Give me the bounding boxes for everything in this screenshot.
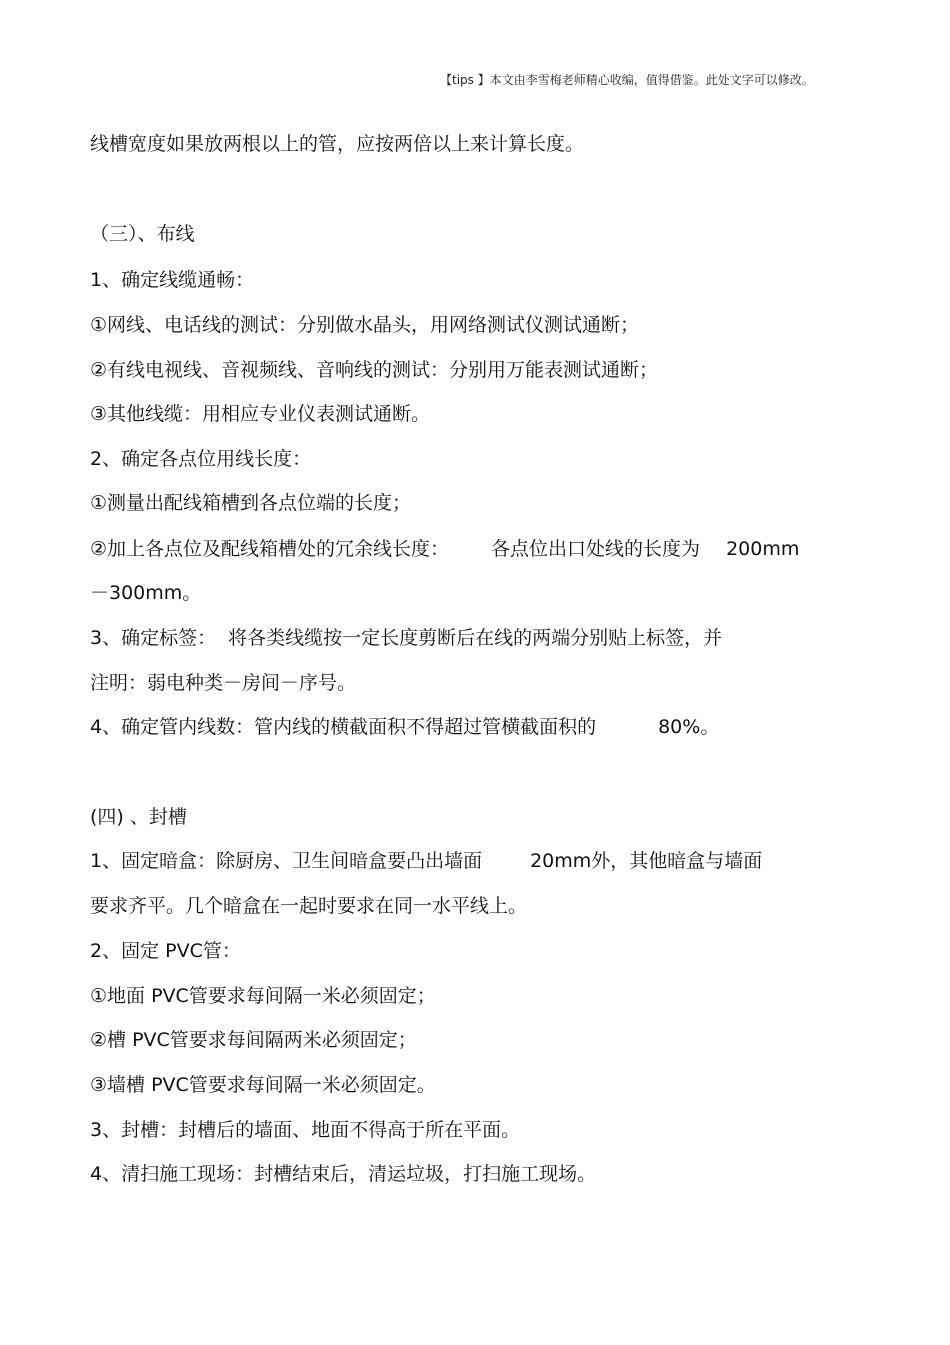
s4-item2-c: ③墙槽 PVC管要求每间隔一米必须固定。	[90, 1074, 436, 1096]
s3-item2-b-part2: 各点位出口处线的长度为	[491, 538, 701, 560]
section3-heading: （三）、布线	[90, 223, 195, 245]
s3-item2-b-part1: ②加上各点位及配线箱槽处的冗余线长度：	[90, 538, 450, 560]
s4-item2-b: ②槽 PVC管要求每间隔两米必须固定；	[90, 1029, 417, 1051]
s3-item1-a: ①网线、电话线的测试：分别做水晶头，用网络测试仪测试通断；	[90, 314, 640, 336]
s3-item3-cont: 注明：弱电种类－房间－序号。	[90, 672, 357, 694]
s4-item1	[90, 848, 762, 874]
s4-item3: 3、封槽：封槽后的墙面、地面不得高于所在平面。	[90, 1119, 521, 1141]
s3-item3-part2: 将各类线缆按一定长度剪断后在线的两端分别贴上标签，并	[228, 627, 723, 649]
s3-item2-b-cont: －300mm。	[90, 582, 202, 604]
s4-item2: 2、固定 PVC管：	[90, 940, 241, 962]
s3-item4-part2: 80%。	[658, 716, 720, 738]
s3-item2-b	[90, 536, 799, 562]
s3-item2-a: ①测量出配线箱槽到各点位端的长度；	[90, 492, 412, 514]
s4-item2-a: ①地面 PVC管要求每间隔一米必须固定；	[90, 985, 436, 1007]
s4-item1-part2: 20mm外，其他暗盒与墙面	[530, 850, 763, 872]
tips-header: 【tips 】本文由李雪梅老师精心收编，值得借鉴。此处文字可以修改。	[440, 73, 814, 87]
s3-item4-part1: 4、确定管内线数：管内线的横截面积不得超过管横截面积的	[90, 716, 597, 738]
s3-item1-b: ②有线电视线、音视频线、音响线的测试：分别用万能表测试通断；	[90, 359, 659, 381]
s3-item1: 1、确定线缆通畅：	[90, 269, 255, 291]
s4-item4: 4、清扫施工现场：封槽结束后，清运垃圾，打扫施工现场。	[90, 1163, 597, 1185]
s3-item2: 2、确定各点位用线长度：	[90, 448, 312, 470]
s3-item3	[90, 625, 722, 651]
s3-item1-c: ③其他线缆：用相应专业仪表测试通断。	[90, 403, 431, 425]
s4-item1-cont: 要求齐平。几个暗盒在一起时要求在同一水平线上。	[90, 895, 528, 917]
intro-paragraph: 线槽宽度如果放两根以上的管，应按两倍以上来计算长度。	[90, 133, 585, 155]
s3-item4	[90, 714, 719, 740]
s3-item2-b-part3: 200mm	[726, 538, 800, 560]
s4-item1-part1: 1、固定暗盒：除厨房、卫生间暗盒要凸出墙面	[90, 850, 483, 872]
s3-item3-part1: 3、确定标签：	[90, 627, 217, 649]
section4-heading: (四) 、封槽	[90, 806, 187, 828]
